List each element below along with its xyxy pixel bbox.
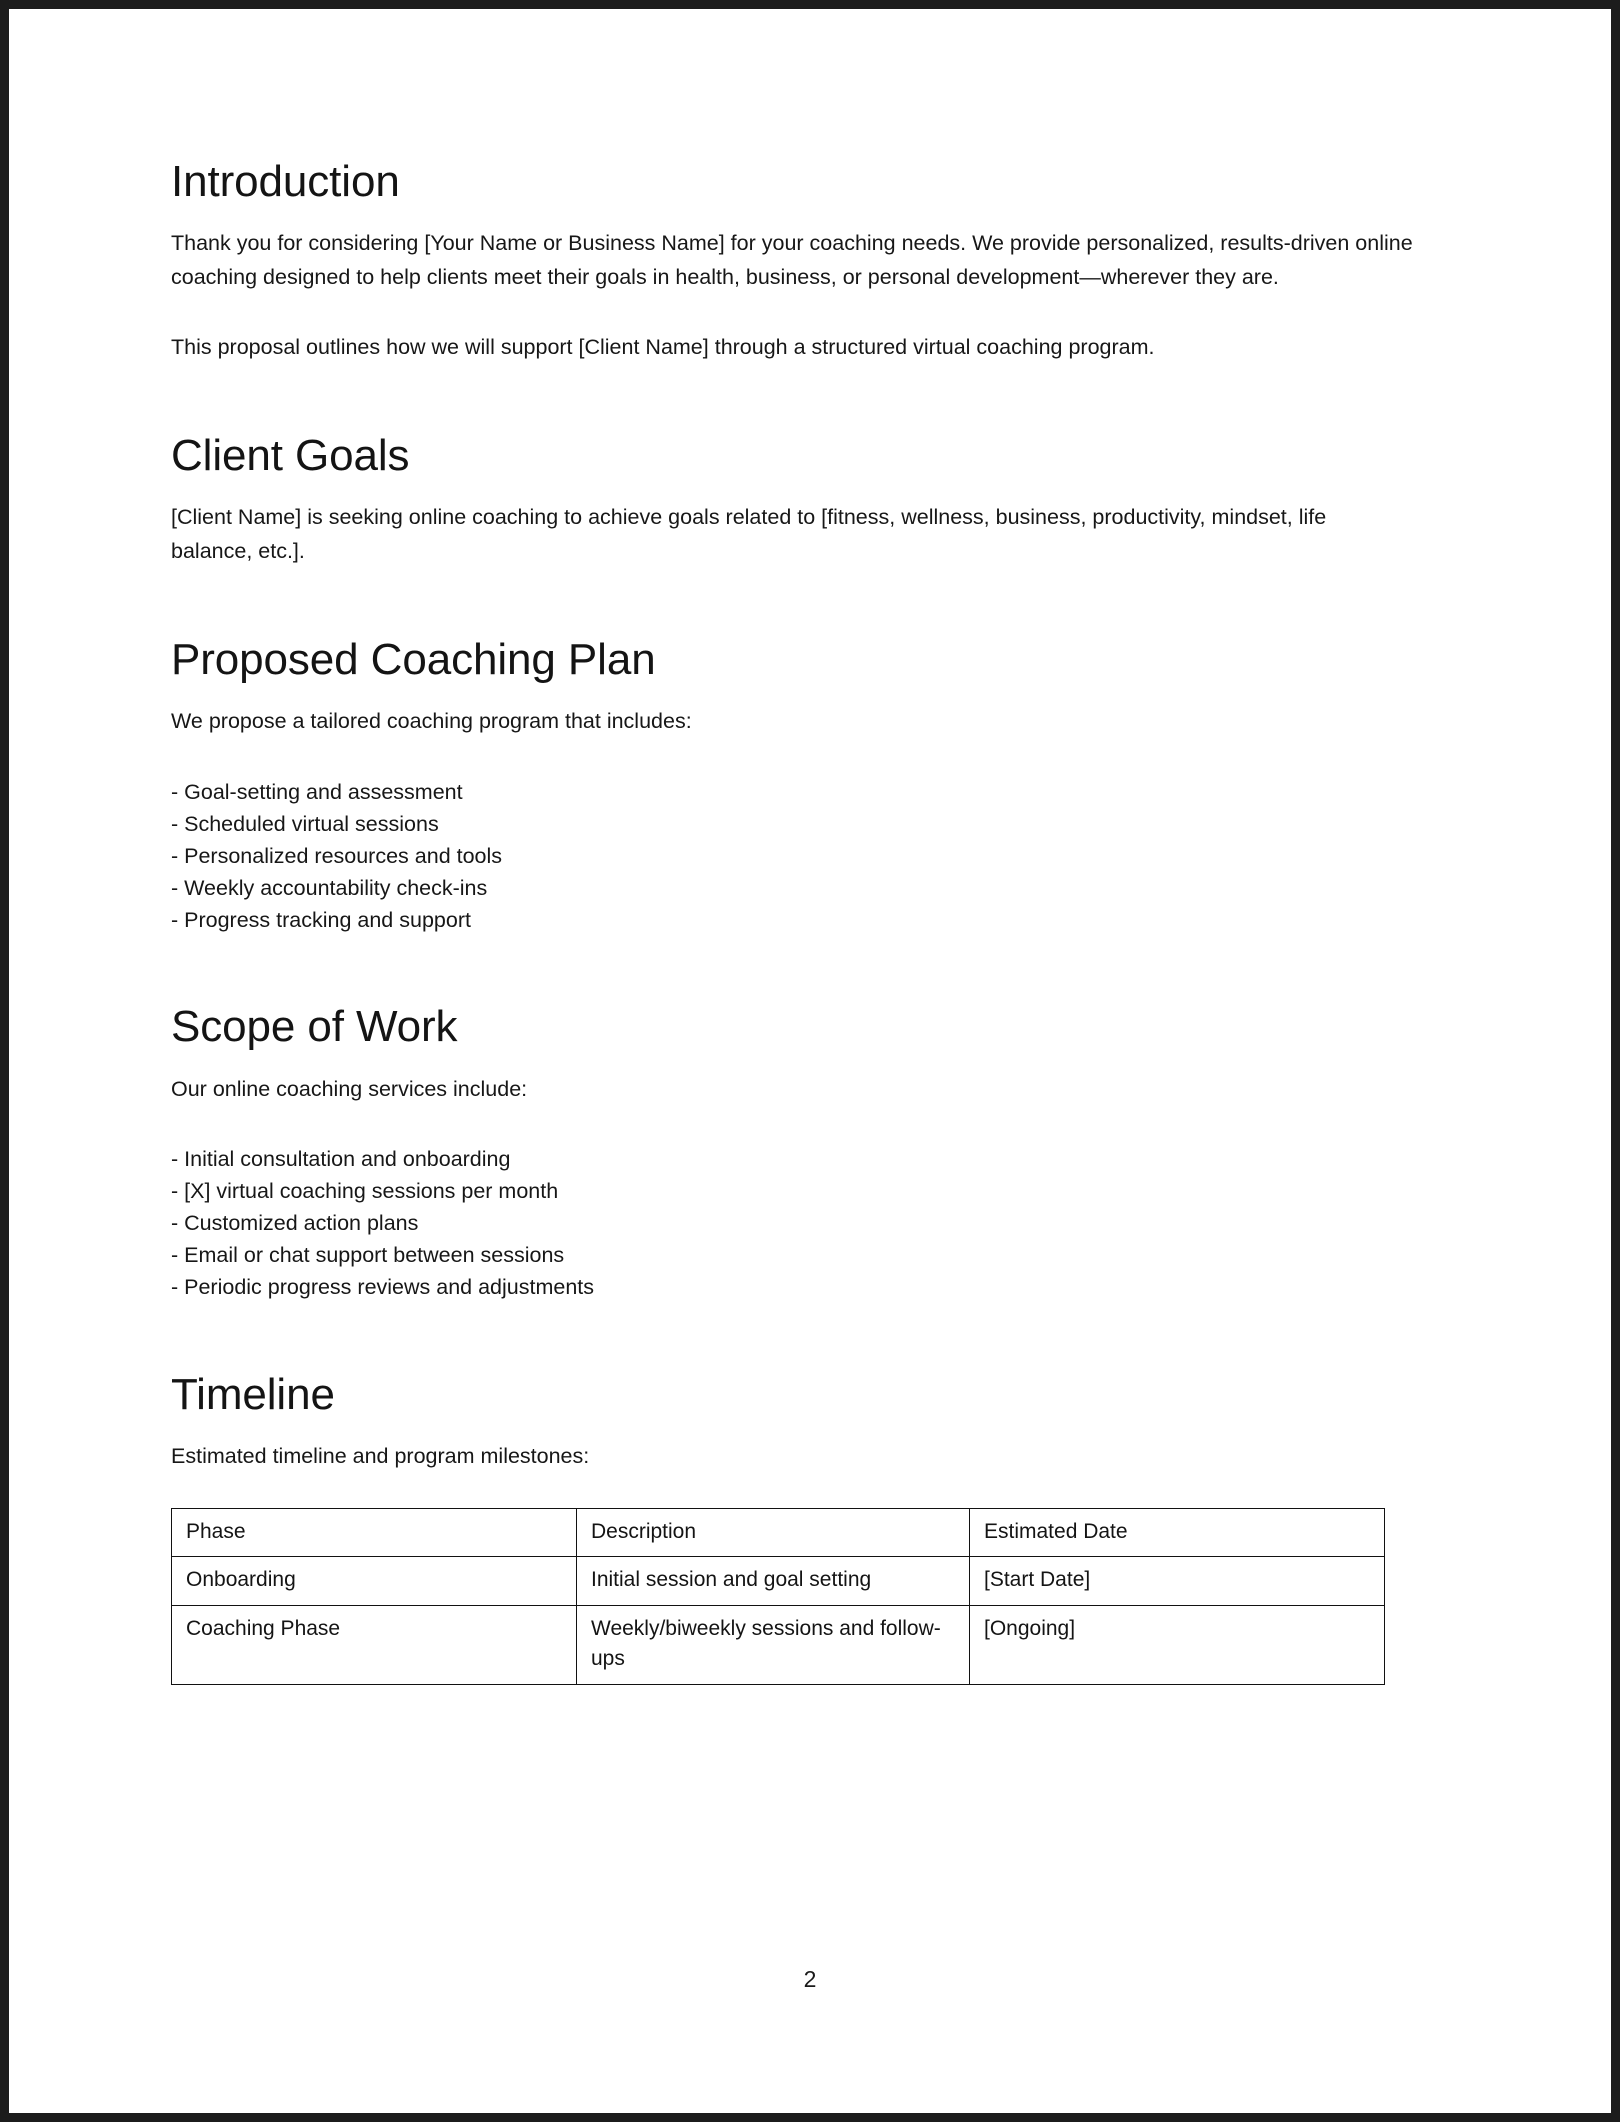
- list-item: - [X] virtual coaching sessions per month: [171, 1179, 559, 1204]
- heading-timeline: Timeline: [171, 1369, 335, 1419]
- section-introduction: [171, 157, 1461, 365]
- heading-proposed-coaching-plan: Proposed Coaching Plan: [171, 635, 656, 685]
- table-cell-phase: Onboarding: [172, 1557, 577, 1606]
- list-item: - Progress tracking and support: [171, 907, 471, 932]
- introduction-paragraph-2: This proposal outlines how we will support [Client Name] through a structured virtual coaching program.: [171, 335, 1155, 360]
- timeline-lead: Estimated timeline and program milestones:: [171, 1443, 590, 1468]
- table-header-row: [172, 1508, 1385, 1557]
- document-page-sheet: [9, 9, 1611, 2113]
- list-item: - Customized action plans: [171, 1211, 419, 1236]
- proposed-coaching-plan-list: [171, 777, 1461, 936]
- introduction-paragraph-1: Thank you for considering [Your Name or Business Name] for your coaching needs. We provide personalized, results-driven online coaching designed to help clients meet their goals in health, business, or personal development—wherever they are.: [171, 231, 1413, 290]
- list-item: - Initial consultation and onboarding: [171, 1147, 511, 1172]
- timeline-table: [171, 1508, 1385, 1685]
- section-scope-of-work: [171, 1002, 1461, 1303]
- section-timeline: [171, 1370, 1461, 1685]
- section-proposed-coaching-plan: [171, 635, 1461, 936]
- list-item: - Goal-setting and assessment: [171, 780, 463, 805]
- table-column-header-estimated-date: Estimated Date: [970, 1508, 1385, 1557]
- page-number: 2: [803, 1966, 817, 1992]
- table-column-header-description: Description: [577, 1508, 970, 1557]
- list-item: - Weekly accountability check-ins: [171, 875, 488, 900]
- table-row: [172, 1557, 1385, 1606]
- heading-scope-of-work: Scope of Work: [171, 1002, 458, 1052]
- table-row: [172, 1606, 1385, 1685]
- proposed-coaching-plan-lead: We propose a tailored coaching program that includes:: [171, 709, 692, 734]
- heading-client-goals: Client Goals: [171, 431, 410, 481]
- table-cell-description: Initial session and goal setting: [577, 1557, 970, 1606]
- scope-of-work-list: [171, 1144, 1461, 1303]
- table-cell-estimated-date: [Ongoing]: [970, 1606, 1385, 1685]
- heading-introduction: Introduction: [171, 157, 400, 206]
- list-item: - Periodic progress reviews and adjustments: [171, 1274, 595, 1299]
- section-client-goals: [171, 431, 1461, 569]
- table-cell-estimated-date: [Start Date]: [970, 1557, 1385, 1606]
- table-column-header-phase: Phase: [172, 1508, 577, 1557]
- list-item: - Scheduled virtual sessions: [171, 812, 439, 837]
- list-item: - Email or chat support between sessions: [171, 1242, 565, 1267]
- table-cell-description: Weekly/biweekly sessions and follow-ups: [577, 1606, 970, 1685]
- client-goals-paragraph: [Client Name] is seeking online coaching to achieve goals related to [fitness, wellness, business, productivity, mindset, life balance, etc.].: [171, 505, 1327, 564]
- scope-of-work-lead: Our online coaching services include:: [171, 1076, 528, 1101]
- list-item: - Personalized resources and tools: [171, 843, 503, 868]
- table-cell-phase: Coaching Phase: [172, 1606, 577, 1685]
